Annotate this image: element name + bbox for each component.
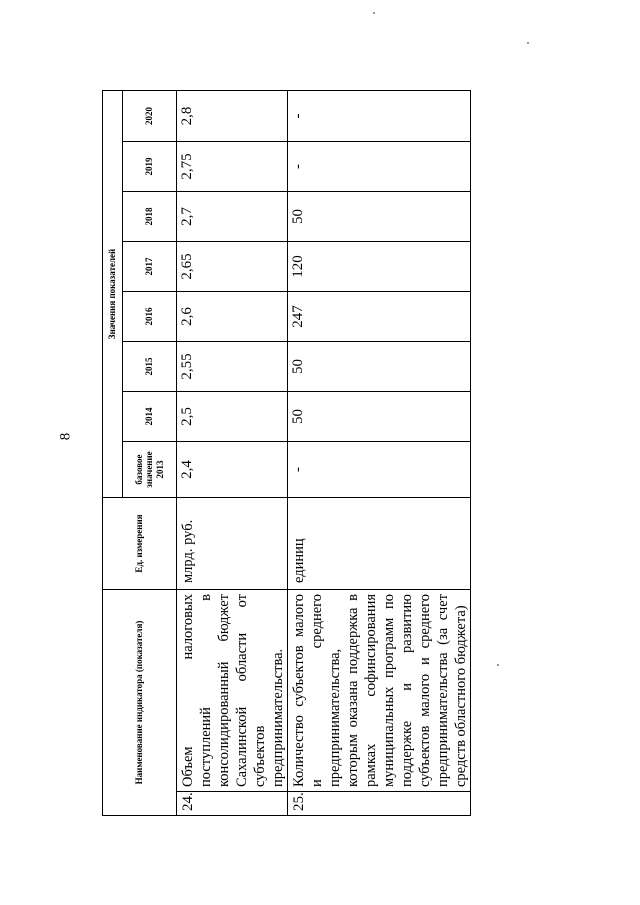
scan-speck — [497, 664, 499, 666]
value-cell: 2,5 — [177, 392, 288, 442]
value-cell: - — [288, 142, 471, 192]
header-year: 2015 — [123, 342, 177, 392]
page-number: 8 — [57, 432, 74, 441]
value-cell: 247 — [288, 292, 471, 342]
unit-cell: млрд. руб. — [177, 498, 288, 590]
header-year: 2016 — [123, 292, 177, 342]
header-year: 2014 — [123, 392, 177, 442]
row-number: 24. — [177, 792, 288, 816]
header-year: 2020 — [123, 90, 177, 141]
indicator-name: Количество субъектов малого и среднего предпринимательства, которым оказана поддержка в рамках софинсирования муниципальных программ по поддержке и развитию субъектов малого и среднего предпринимательства (за счет средств областного бюджета) — [288, 590, 471, 792]
value-cell: - — [288, 90, 471, 141]
unit-cell: единиц — [288, 498, 471, 590]
header-indicator-name: Наименование индикатора (показателя) — [103, 590, 177, 816]
header-year: 2018 — [123, 192, 177, 242]
value-cell: 2,7 — [177, 192, 288, 242]
header-row-top — [103, 90, 123, 815]
value-cell: 50 — [288, 342, 471, 392]
indicators-table — [102, 90, 471, 816]
value-cell: 120 — [288, 242, 471, 292]
value-cell: 2,55 — [177, 342, 288, 392]
value-cell: 50 — [288, 192, 471, 242]
value-cell: 50 — [288, 392, 471, 442]
header-year: 2017 — [123, 242, 177, 292]
scan-speck — [373, 12, 375, 14]
row-number: 25. — [288, 792, 471, 816]
table-row — [288, 90, 471, 815]
header-values-group: Значения показателей — [103, 90, 123, 497]
header-year: 2019 — [123, 142, 177, 192]
table-row — [177, 90, 288, 815]
header-base-value: базовое значение 2013 — [123, 442, 177, 498]
value-cell: 2,75 — [177, 142, 288, 192]
value-cell: 2,8 — [177, 90, 288, 141]
value-cell: 2,6 — [177, 292, 288, 342]
base-value-cell: 2,4 — [177, 442, 288, 498]
scan-speck — [527, 42, 529, 44]
indicator-name: Объем налоговых поступлений в консолидированный бюджет Сахалинской области от субъектов предпринимательства. — [177, 590, 288, 792]
base-value-cell: - — [288, 442, 471, 498]
header-unit: Ед. измерения — [103, 498, 177, 590]
rotated-table-wrapper — [102, 91, 469, 816]
value-cell: 2,65 — [177, 242, 288, 292]
